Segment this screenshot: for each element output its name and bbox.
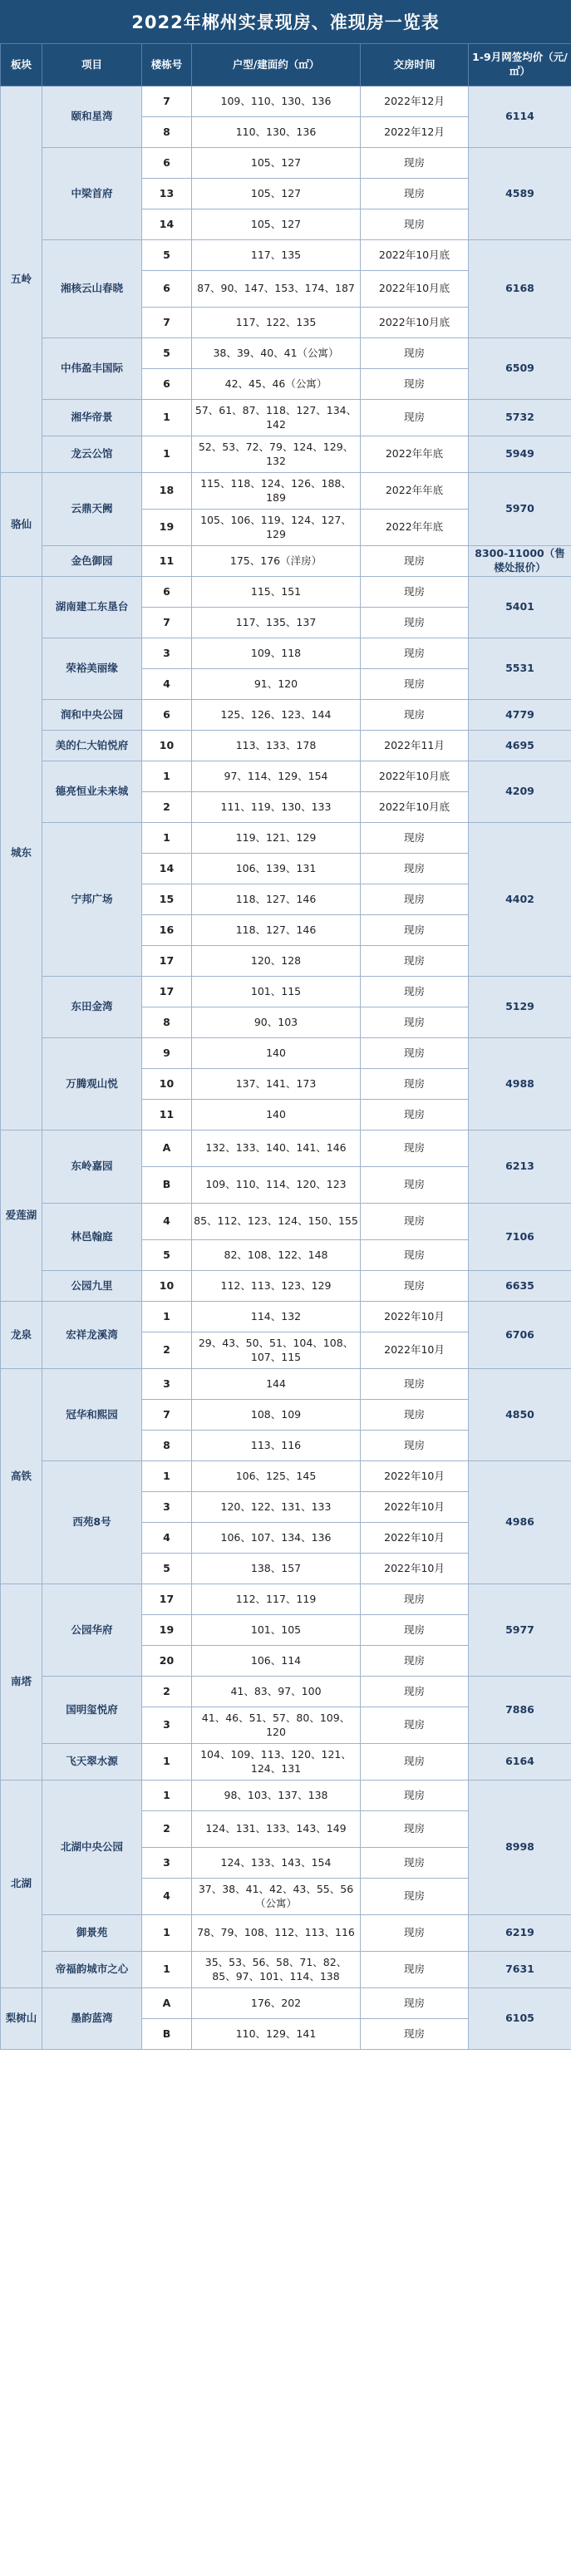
project-cell: 东田金湾 <box>42 977 142 1038</box>
building-cell: 5 <box>142 338 192 369</box>
building-cell: 1 <box>142 1781 192 1811</box>
building-cell: 15 <box>142 884 192 915</box>
price-cell: 5401 <box>469 577 571 638</box>
delivery-cell: 2022年年底 <box>361 473 469 510</box>
area-cell: 110、130、136 <box>192 117 361 148</box>
delivery-cell: 2022年年底 <box>361 436 469 473</box>
price-cell: 6635 <box>469 1271 571 1302</box>
building-cell: 6 <box>142 369 192 400</box>
area-cell: 101、105 <box>192 1615 361 1646</box>
building-cell: 5 <box>142 240 192 271</box>
area-cell: 52、53、72、79、124、129、132 <box>192 436 361 473</box>
delivery-cell: 现房 <box>361 400 469 436</box>
delivery-cell: 现房 <box>361 1584 469 1615</box>
header-project: 项目 <box>42 44 142 86</box>
building-cell: 1 <box>142 400 192 436</box>
table-row <box>1 400 571 436</box>
area-cell: 117、122、135 <box>192 308 361 338</box>
table-row <box>1 86 571 117</box>
table-row <box>1 1781 571 1811</box>
area-cell: 111、119、130、133 <box>192 792 361 823</box>
project-cell: 湘华帝景 <box>42 400 142 436</box>
delivery-cell: 现房 <box>361 1369 469 1400</box>
area-cell: 37、38、41、42、43、55、56（公寓） <box>192 1879 361 1915</box>
building-cell: 4 <box>142 1204 192 1240</box>
building-cell: 6 <box>142 271 192 308</box>
table-row <box>1 436 571 473</box>
area-cell: 112、117、119 <box>192 1584 361 1615</box>
area-cell: 101、115 <box>192 977 361 1007</box>
building-cell: 17 <box>142 1584 192 1615</box>
area-cell: 144 <box>192 1369 361 1400</box>
building-cell: 2 <box>142 1332 192 1369</box>
area-cell: 41、83、97、100 <box>192 1677 361 1707</box>
building-cell: 1 <box>142 761 192 792</box>
building-cell: 8 <box>142 117 192 148</box>
building-cell: 2 <box>142 1677 192 1707</box>
building-cell: 1 <box>142 1744 192 1781</box>
project-cell: 北湖中央公园 <box>42 1781 142 1915</box>
price-cell: 4850 <box>469 1369 571 1461</box>
area-cell: 112、113、123、129 <box>192 1271 361 1302</box>
table-row <box>1 546 571 577</box>
area-cell: 138、157 <box>192 1554 361 1584</box>
table-row <box>1 700 571 731</box>
delivery-cell: 现房 <box>361 1400 469 1431</box>
table-row <box>1 977 571 1007</box>
table-row <box>1 823 571 854</box>
delivery-cell: 现房 <box>361 669 469 700</box>
region-cell: 骆仙 <box>1 473 42 577</box>
table-body <box>1 86 571 2050</box>
building-cell: 8 <box>142 1007 192 1038</box>
table-row <box>1 1952 571 1988</box>
delivery-cell: 2022年10月底 <box>361 308 469 338</box>
price-cell: 6114 <box>469 86 571 148</box>
area-cell: 38、39、40、41（公寓） <box>192 338 361 369</box>
area-cell: 98、103、137、138 <box>192 1781 361 1811</box>
project-cell: 国明玺悦府 <box>42 1677 142 1744</box>
delivery-cell: 2022年10月底 <box>361 761 469 792</box>
delivery-cell: 现房 <box>361 1038 469 1069</box>
price-cell: 5531 <box>469 638 571 700</box>
area-cell: 35、53、56、58、71、82、85、97、101、114、138 <box>192 1952 361 1988</box>
project-cell: 宁邦广场 <box>42 823 142 977</box>
table-row <box>1 1461 571 1492</box>
building-cell: 6 <box>142 577 192 608</box>
building-cell: 3 <box>142 1369 192 1400</box>
page-title: 2022年郴州实景现房、准现房一览表 <box>0 0 571 43</box>
area-cell: 120、128 <box>192 946 361 977</box>
building-cell: 14 <box>142 209 192 240</box>
delivery-cell: 2022年10月 <box>361 1332 469 1369</box>
area-cell: 109、110、130、136 <box>192 86 361 117</box>
building-cell: 3 <box>142 1707 192 1744</box>
project-cell: 墨韵蓝湾 <box>42 1988 142 2050</box>
price-cell: 4209 <box>469 761 571 823</box>
building-cell: 10 <box>142 1069 192 1100</box>
project-cell: 湘核云山春晓 <box>42 240 142 338</box>
building-cell: 10 <box>142 731 192 761</box>
price-cell: 8998 <box>469 1781 571 1915</box>
delivery-cell: 2022年年底 <box>361 510 469 546</box>
area-cell: 105、127 <box>192 209 361 240</box>
delivery-cell: 现房 <box>361 1204 469 1240</box>
area-cell: 124、133、143、154 <box>192 1848 361 1879</box>
housing-table <box>0 43 571 2050</box>
delivery-cell: 现房 <box>361 1848 469 1879</box>
building-cell: B <box>142 2019 192 2050</box>
area-cell: 91、120 <box>192 669 361 700</box>
area-cell: 117、135 <box>192 240 361 271</box>
table-row <box>1 577 571 608</box>
area-cell: 105、127 <box>192 148 361 179</box>
area-cell: 106、107、134、136 <box>192 1523 361 1554</box>
building-cell: 20 <box>142 1646 192 1677</box>
building-cell: 1 <box>142 1952 192 1988</box>
building-cell: 1 <box>142 1302 192 1332</box>
delivery-cell: 2022年12月 <box>361 117 469 148</box>
table-row <box>1 1204 571 1240</box>
delivery-cell: 现房 <box>361 1952 469 1988</box>
table-row <box>1 1584 571 1615</box>
delivery-cell: 现房 <box>361 148 469 179</box>
building-cell: 5 <box>142 1554 192 1584</box>
building-cell: 2 <box>142 1811 192 1848</box>
price-cell: 6105 <box>469 1988 571 2050</box>
delivery-cell: 2022年10月底 <box>361 271 469 308</box>
area-cell: 105、127 <box>192 179 361 209</box>
building-cell: 6 <box>142 700 192 731</box>
area-cell: 106、114 <box>192 1646 361 1677</box>
delivery-cell: 现房 <box>361 915 469 946</box>
table-row <box>1 1302 571 1332</box>
building-cell: 2 <box>142 792 192 823</box>
price-cell: 5129 <box>469 977 571 1038</box>
building-cell: A <box>142 1130 192 1167</box>
area-cell: 117、135、137 <box>192 608 361 638</box>
delivery-cell: 现房 <box>361 1988 469 2019</box>
area-cell: 110、129、141 <box>192 2019 361 2050</box>
area-cell: 85、112、123、124、150、155 <box>192 1204 361 1240</box>
delivery-cell: 2022年10月 <box>361 1492 469 1523</box>
building-cell: 3 <box>142 1492 192 1523</box>
delivery-cell: 现房 <box>361 946 469 977</box>
building-cell: 14 <box>142 854 192 884</box>
table-row <box>1 638 571 669</box>
table-row <box>1 338 571 369</box>
region-cell: 城东 <box>1 577 42 1130</box>
table-header-row <box>1 44 571 86</box>
project-cell: 万腾观山悦 <box>42 1038 142 1130</box>
building-cell: A <box>142 1988 192 2019</box>
delivery-cell: 现房 <box>361 1240 469 1271</box>
area-cell: 137、141、173 <box>192 1069 361 1100</box>
area-cell: 132、133、140、141、146 <box>192 1130 361 1167</box>
table-row <box>1 148 571 179</box>
area-cell: 140 <box>192 1038 361 1069</box>
building-cell: 3 <box>142 638 192 669</box>
table-row <box>1 1744 571 1781</box>
delivery-cell: 现房 <box>361 1915 469 1952</box>
building-cell: 13 <box>142 179 192 209</box>
delivery-cell: 现房 <box>361 2019 469 2050</box>
area-cell: 118、127、146 <box>192 915 361 946</box>
building-cell: 16 <box>142 915 192 946</box>
table-row <box>1 473 571 510</box>
price-cell: 6706 <box>469 1302 571 1369</box>
delivery-cell: 2022年10月底 <box>361 240 469 271</box>
delivery-cell: 2022年12月 <box>361 86 469 117</box>
delivery-cell: 现房 <box>361 1130 469 1167</box>
area-cell: 57、61、87、118、127、134、142 <box>192 400 361 436</box>
price-cell: 7631 <box>469 1952 571 1988</box>
area-cell: 29、43、50、51、104、108、107、115 <box>192 1332 361 1369</box>
table-row <box>1 240 571 271</box>
building-cell: 4 <box>142 1523 192 1554</box>
delivery-cell: 现房 <box>361 977 469 1007</box>
building-cell: 18 <box>142 473 192 510</box>
building-cell: 7 <box>142 86 192 117</box>
delivery-cell: 现房 <box>361 1100 469 1130</box>
building-cell: 5 <box>142 1240 192 1271</box>
area-cell: 118、127、146 <box>192 884 361 915</box>
price-cell: 5949 <box>469 436 571 473</box>
area-cell: 115、118、124、126、188、189 <box>192 473 361 510</box>
price-cell: 6509 <box>469 338 571 400</box>
price-cell: 5732 <box>469 400 571 436</box>
area-cell: 104、109、113、120、121、124、131 <box>192 1744 361 1781</box>
delivery-cell: 现房 <box>361 1431 469 1461</box>
building-cell: 10 <box>142 1271 192 1302</box>
delivery-cell: 现房 <box>361 546 469 577</box>
area-cell: 124、131、133、143、149 <box>192 1811 361 1848</box>
delivery-cell: 现房 <box>361 1615 469 1646</box>
project-cell: 帝福韵城市之心 <box>42 1952 142 1988</box>
project-cell: 西苑8号 <box>42 1461 142 1584</box>
delivery-cell: 现房 <box>361 1811 469 1848</box>
area-cell: 78、79、108、112、113、116 <box>192 1915 361 1952</box>
area-cell: 82、108、122、148 <box>192 1240 361 1271</box>
building-cell: 19 <box>142 510 192 546</box>
price-cell: 7106 <box>469 1204 571 1271</box>
delivery-cell: 2022年10月底 <box>361 792 469 823</box>
delivery-cell: 现房 <box>361 854 469 884</box>
delivery-cell: 现房 <box>361 1167 469 1204</box>
delivery-cell: 2022年11月 <box>361 731 469 761</box>
building-cell: 6 <box>142 148 192 179</box>
delivery-cell: 现房 <box>361 1707 469 1744</box>
area-cell: 113、116 <box>192 1431 361 1461</box>
price-cell: 8300-11000（售楼处报价） <box>469 546 571 577</box>
building-cell: 17 <box>142 946 192 977</box>
delivery-cell: 2022年10月 <box>361 1523 469 1554</box>
project-cell: 金色御园 <box>42 546 142 577</box>
project-cell: 德亮恒业未来城 <box>42 761 142 823</box>
region-cell: 北湖 <box>1 1781 42 1988</box>
delivery-cell: 现房 <box>361 884 469 915</box>
price-cell: 6219 <box>469 1915 571 1952</box>
project-cell: 冠华和熙园 <box>42 1369 142 1461</box>
area-cell: 108、109 <box>192 1400 361 1431</box>
table-row <box>1 1677 571 1707</box>
price-cell: 6168 <box>469 240 571 338</box>
building-cell: 1 <box>142 1461 192 1492</box>
delivery-cell: 现房 <box>361 823 469 854</box>
area-cell: 109、118 <box>192 638 361 669</box>
building-cell: 4 <box>142 1879 192 1915</box>
project-cell: 美的仁大铂悦府 <box>42 731 142 761</box>
area-cell: 106、139、131 <box>192 854 361 884</box>
building-cell: 1 <box>142 436 192 473</box>
region-cell: 南塔 <box>1 1584 42 1781</box>
building-cell: 7 <box>142 308 192 338</box>
delivery-cell: 现房 <box>361 209 469 240</box>
delivery-cell: 现房 <box>361 1007 469 1038</box>
area-cell: 115、151 <box>192 577 361 608</box>
price-cell: 4695 <box>469 731 571 761</box>
area-cell: 113、133、178 <box>192 731 361 761</box>
delivery-cell: 2022年10月 <box>361 1461 469 1492</box>
area-cell: 125、126、123、144 <box>192 700 361 731</box>
project-cell: 颐和星湾 <box>42 86 142 148</box>
delivery-cell: 现房 <box>361 700 469 731</box>
building-cell: 8 <box>142 1431 192 1461</box>
project-cell: 东岭嘉园 <box>42 1130 142 1204</box>
delivery-cell: 现房 <box>361 1677 469 1707</box>
table-row <box>1 1130 571 1167</box>
project-cell: 荣裕美丽缘 <box>42 638 142 700</box>
header-price: 1-9月网签均价（元/㎡） <box>469 44 571 86</box>
price-cell: 7886 <box>469 1677 571 1744</box>
project-cell: 公园华府 <box>42 1584 142 1677</box>
project-cell: 龙云公馆 <box>42 436 142 473</box>
price-cell: 4779 <box>469 700 571 731</box>
building-cell: 4 <box>142 669 192 700</box>
area-cell: 90、103 <box>192 1007 361 1038</box>
delivery-cell: 现房 <box>361 1879 469 1915</box>
delivery-cell: 现房 <box>361 179 469 209</box>
area-cell: 120、122、131、133 <box>192 1492 361 1523</box>
price-cell: 6164 <box>469 1744 571 1781</box>
table-row <box>1 1369 571 1400</box>
building-cell: 11 <box>142 1100 192 1130</box>
project-cell: 中梁首府 <box>42 148 142 240</box>
project-cell: 宏祥龙溪湾 <box>42 1302 142 1369</box>
project-cell: 云鼎天阙 <box>42 473 142 546</box>
region-cell: 爱莲湖 <box>1 1130 42 1302</box>
table-row <box>1 1915 571 1952</box>
region-cell: 龙泉 <box>1 1302 42 1369</box>
building-cell: 17 <box>142 977 192 1007</box>
delivery-cell: 现房 <box>361 1271 469 1302</box>
area-cell: 175、176（洋房） <box>192 546 361 577</box>
area-cell: 119、121、129 <box>192 823 361 854</box>
table-row <box>1 731 571 761</box>
header-region: 板块 <box>1 44 42 86</box>
table-row <box>1 1271 571 1302</box>
area-cell: 87、90、147、153、174、187 <box>192 271 361 308</box>
delivery-cell: 现房 <box>361 1781 469 1811</box>
project-cell: 中伟盈丰国际 <box>42 338 142 400</box>
area-cell: 105、106、119、124、127、129 <box>192 510 361 546</box>
delivery-cell: 2022年10月 <box>361 1554 469 1584</box>
price-cell: 5970 <box>469 473 571 546</box>
area-cell: 176、202 <box>192 1988 361 2019</box>
building-cell: 3 <box>142 1848 192 1879</box>
building-cell: 1 <box>142 823 192 854</box>
header-building: 楼栋号 <box>142 44 192 86</box>
area-cell: 114、132 <box>192 1302 361 1332</box>
delivery-cell: 现房 <box>361 1744 469 1781</box>
delivery-cell: 现房 <box>361 1069 469 1100</box>
building-cell: 11 <box>142 546 192 577</box>
area-cell: 97、114、129、154 <box>192 761 361 792</box>
delivery-cell: 2022年10月 <box>361 1302 469 1332</box>
table-row <box>1 761 571 792</box>
building-cell: B <box>142 1167 192 1204</box>
region-cell: 高铁 <box>1 1369 42 1584</box>
price-cell: 5977 <box>469 1584 571 1677</box>
table-row <box>1 1988 571 2019</box>
price-cell: 4988 <box>469 1038 571 1130</box>
region-cell: 梨树山 <box>1 1988 42 2050</box>
price-cell: 4402 <box>469 823 571 977</box>
delivery-cell: 现房 <box>361 638 469 669</box>
area-cell: 41、46、51、57、80、109、120 <box>192 1707 361 1744</box>
building-cell: 9 <box>142 1038 192 1069</box>
price-cell: 4589 <box>469 148 571 240</box>
area-cell: 140 <box>192 1100 361 1130</box>
area-cell: 106、125、145 <box>192 1461 361 1492</box>
header-delivery: 交房时间 <box>361 44 469 86</box>
delivery-cell: 现房 <box>361 1646 469 1677</box>
area-cell: 109、110、114、120、123 <box>192 1167 361 1204</box>
delivery-cell: 现房 <box>361 577 469 608</box>
delivery-cell: 现房 <box>361 369 469 400</box>
building-cell: 1 <box>142 1915 192 1952</box>
table-row <box>1 1038 571 1069</box>
project-cell: 飞天翠水源 <box>42 1744 142 1781</box>
project-cell: 润和中央公园 <box>42 700 142 731</box>
region-cell: 五岭 <box>1 86 42 473</box>
project-cell: 公园九里 <box>42 1271 142 1302</box>
delivery-cell: 现房 <box>361 608 469 638</box>
building-cell: 7 <box>142 1400 192 1431</box>
price-cell: 4986 <box>469 1461 571 1584</box>
building-cell: 19 <box>142 1615 192 1646</box>
project-cell: 林邑翰庭 <box>42 1204 142 1271</box>
header-area: 户型/建面约（㎡） <box>192 44 361 86</box>
project-cell: 御景苑 <box>42 1915 142 1952</box>
area-cell: 42、45、46（公寓） <box>192 369 361 400</box>
building-cell: 7 <box>142 608 192 638</box>
price-cell: 6213 <box>469 1130 571 1204</box>
delivery-cell: 现房 <box>361 338 469 369</box>
project-cell: 湖南建工东垦台 <box>42 577 142 638</box>
